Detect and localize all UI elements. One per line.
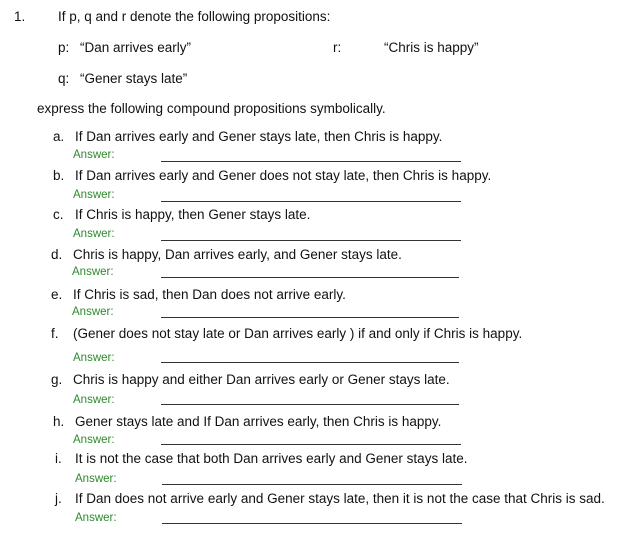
item-text: If Dan arrives early and Gener stays late, then Chris is happy. bbox=[75, 129, 443, 144]
item-letter: j. bbox=[55, 491, 62, 506]
answer-line[interactable] bbox=[161, 362, 459, 363]
answer-line[interactable] bbox=[162, 484, 462, 485]
answer-line[interactable] bbox=[161, 161, 461, 162]
answer-label: Answer: bbox=[72, 306, 114, 318]
item-letter: g. bbox=[51, 372, 63, 387]
proposition-r-label: r: bbox=[333, 40, 342, 55]
item-letter: c. bbox=[53, 207, 64, 222]
answer-label: Answer: bbox=[73, 434, 115, 446]
proposition-q-label: q: bbox=[58, 71, 70, 86]
item-letter: h. bbox=[53, 414, 65, 429]
answer-label: Answer: bbox=[75, 512, 117, 524]
item-text: If Chris is sad, then Dan does not arrive early. bbox=[73, 287, 346, 302]
instruction: express the following compound propositions symbolically. bbox=[37, 101, 386, 116]
item-text: Chris is happy, Dan arrives early, and Gener stays late. bbox=[73, 247, 402, 262]
proposition-p-label: p: bbox=[58, 40, 70, 55]
question-intro: If p, q and r denote the following propositions: bbox=[58, 9, 331, 24]
answer-label: Answer: bbox=[73, 352, 115, 364]
item-text: It is not the case that both Dan arrives early and Gener stays late. bbox=[75, 451, 468, 466]
proposition-r-text: “Chris is happy” bbox=[384, 40, 479, 55]
answer-line[interactable] bbox=[162, 523, 462, 524]
answer-label: Answer: bbox=[73, 228, 115, 240]
item-text: If Dan does not arrive early and Gener stays late, then it is not the case that Chris is sad. bbox=[75, 491, 605, 506]
answer-line[interactable] bbox=[161, 277, 459, 278]
item-letter: i. bbox=[55, 451, 62, 466]
proposition-p-text: “Dan arrives early” bbox=[80, 40, 192, 55]
item-text: Gener stays late and If Dan arrives early, then Chris is happy. bbox=[75, 414, 442, 429]
answer-line[interactable] bbox=[161, 444, 461, 445]
item-text: Chris is happy and either Dan arrives early or Gener stays late. bbox=[73, 372, 450, 387]
answer-label: Answer: bbox=[73, 149, 115, 161]
answer-line[interactable] bbox=[161, 201, 461, 202]
answer-label: Answer: bbox=[73, 189, 115, 201]
proposition-q-text: “Gener stays late” bbox=[80, 71, 188, 86]
answer-line[interactable] bbox=[161, 317, 459, 318]
item-text: If Dan arrives early and Gener does not stay late, then Chris is happy. bbox=[75, 168, 492, 183]
answer-label: Answer: bbox=[75, 473, 117, 485]
answer-label: Answer: bbox=[72, 266, 114, 278]
question-number: 1. bbox=[14, 9, 26, 24]
item-letter: d. bbox=[51, 247, 63, 262]
item-text: (Gener does not stay late or Dan arrives early ) if and only if Chris is happy. bbox=[73, 326, 523, 341]
item-letter: e. bbox=[51, 287, 63, 302]
item-letter: f. bbox=[51, 326, 59, 341]
item-letter: b. bbox=[53, 168, 65, 183]
item-letter: a. bbox=[53, 129, 65, 144]
answer-line[interactable] bbox=[161, 404, 459, 405]
item-text: If Chris is happy, then Gener stays late. bbox=[75, 207, 311, 222]
answer-line[interactable] bbox=[161, 240, 461, 241]
answer-label: Answer: bbox=[73, 394, 115, 406]
